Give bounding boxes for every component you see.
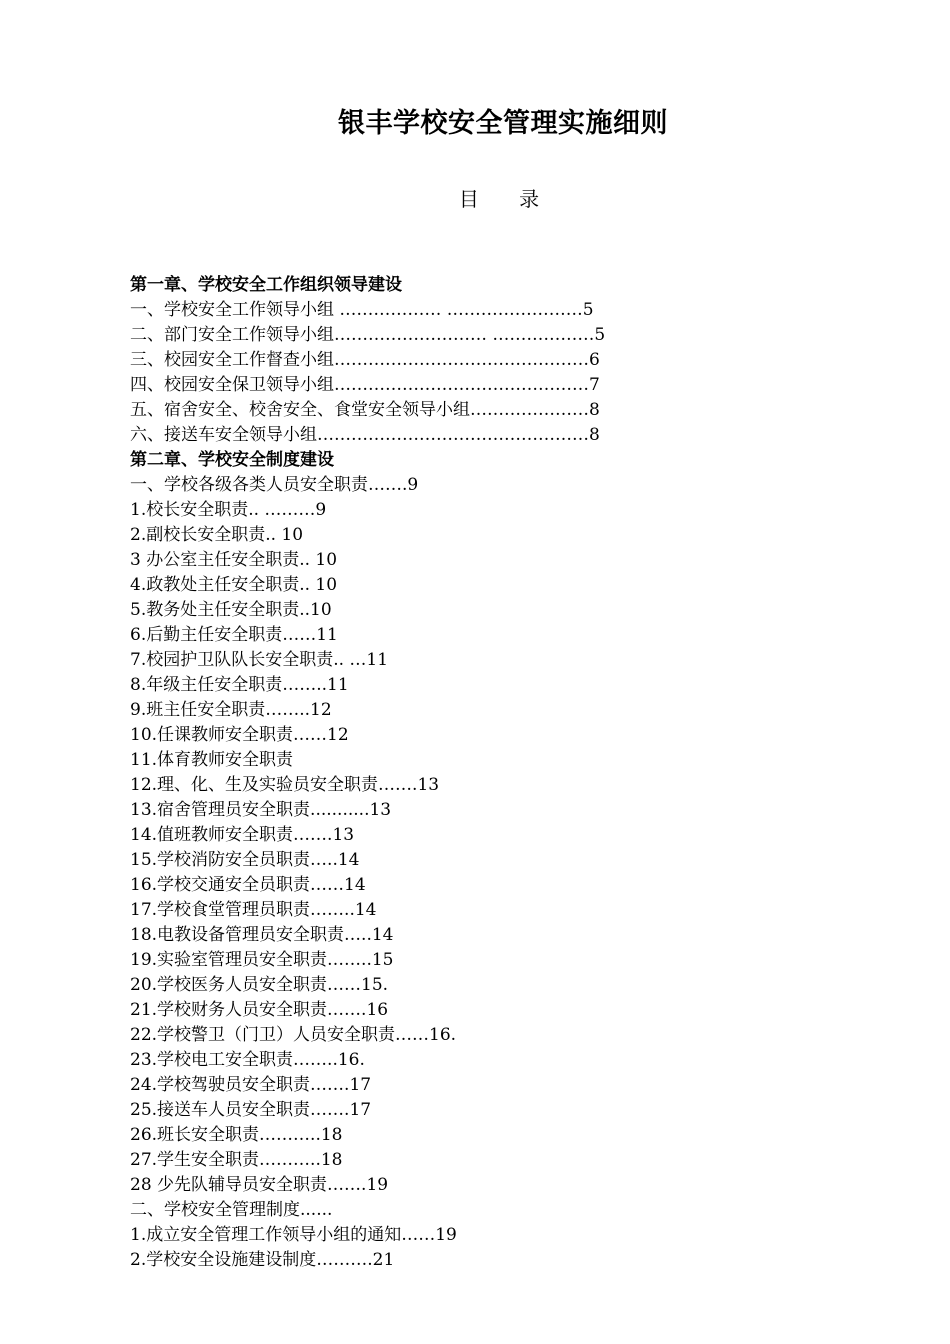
toc-entry: 一、学校安全工作领导小组 ……………… ……………………5 bbox=[130, 300, 594, 320]
toc-entry: 15.学校消防安全员职责…..14 bbox=[130, 850, 360, 870]
table-of-contents bbox=[130, 273, 910, 1273]
toc-entry: 1.成立安全管理工作领导小组的通知……19 bbox=[130, 1225, 457, 1245]
toc-entry: 10.任课教师安全职责……12 bbox=[130, 725, 349, 745]
toc-entry: 28 少先队辅导员安全职责…….19 bbox=[130, 1175, 389, 1195]
toc-entry: 四、校园安全保卫领导小组………………………………………7 bbox=[130, 375, 600, 395]
toc-heading: 目 录 bbox=[458, 187, 540, 211]
toc-entry: 2.副校长安全职责.. 10 bbox=[130, 525, 304, 545]
toc-entry: 5.教务处主任安全职责..10 bbox=[130, 600, 332, 620]
toc-entry: 二、部门安全工作领导小组……………………… ………………5 bbox=[130, 325, 606, 345]
toc-entry: 6.后勤主任安全职责……11 bbox=[130, 625, 338, 645]
toc-entry: 3 办公室主任安全职责.. 10 bbox=[130, 550, 338, 570]
toc-entry: 2.学校安全设施建设制度……….21 bbox=[130, 1250, 395, 1270]
toc-chapter-heading: 第一章、学校安全工作组织领导建设 bbox=[130, 275, 402, 295]
toc-entry: 11.体育教师安全职责 bbox=[130, 750, 294, 770]
toc-entry: 27.学生安全职责………..18 bbox=[130, 1150, 343, 1170]
toc-entry: 三、校园安全工作督查小组………………………………………6 bbox=[130, 350, 600, 370]
toc-entry: 六、接送车安全领导小组…………………………………………8 bbox=[130, 425, 600, 445]
toc-entry: 一、学校各级各类人员安全职责…….9 bbox=[130, 475, 419, 495]
toc-entry: 21.学校财务人员安全职责…….16 bbox=[130, 1000, 389, 1020]
toc-entry: 18.电教设备管理员安全职责…..14 bbox=[130, 925, 394, 945]
toc-entry: 12.理、化、生及实验员安全职责…….13 bbox=[130, 775, 440, 795]
toc-entry: 22.学校警卫（门卫）人员安全职责……16. bbox=[130, 1025, 457, 1045]
toc-entry: 二、学校安全管理制度...... bbox=[130, 1200, 333, 1220]
toc-entry: 26.班长安全职责………..18 bbox=[130, 1125, 343, 1145]
toc-entry: 五、宿舍安全、校舍安全、食堂安全领导小组…………………8 bbox=[130, 400, 600, 420]
toc-entry: 7.校园护卫队队长安全职责.. …11 bbox=[130, 650, 389, 670]
toc-entry: 20.学校医务人员安全职责……15. bbox=[130, 975, 389, 995]
toc-entry: 16.学校交通安全员职责……14 bbox=[130, 875, 366, 895]
toc-entry: 9.班主任安全职责……..12 bbox=[130, 700, 332, 720]
toc-entry: 23.学校电工安全职责……..16. bbox=[130, 1050, 365, 1070]
document-title: 银丰学校安全管理实施细则 bbox=[338, 108, 668, 139]
toc-entry: 13.宿舍管理员安全职责...........13 bbox=[130, 800, 392, 820]
toc-entry: 19.实验室管理员安全职责……..15 bbox=[130, 950, 394, 970]
toc-entry: 25.接送车人员安全职责…….17 bbox=[130, 1100, 372, 1120]
toc-entry: 14.值班教师安全职责…….13 bbox=[130, 825, 355, 845]
toc-entry: 4.政教处主任安全职责.. 10 bbox=[130, 575, 338, 595]
toc-entry: 8.年级主任安全职责……..11 bbox=[130, 675, 349, 695]
toc-chapter-heading: 第二章、学校安全制度建设 bbox=[130, 450, 334, 470]
toc-entry: 24.学校驾驶员安全职责…….17 bbox=[130, 1075, 372, 1095]
toc-entry: 17.学校食堂管理员职责……..14 bbox=[130, 900, 377, 920]
toc-entry: 1.校长安全职责.. ………9 bbox=[130, 500, 327, 520]
